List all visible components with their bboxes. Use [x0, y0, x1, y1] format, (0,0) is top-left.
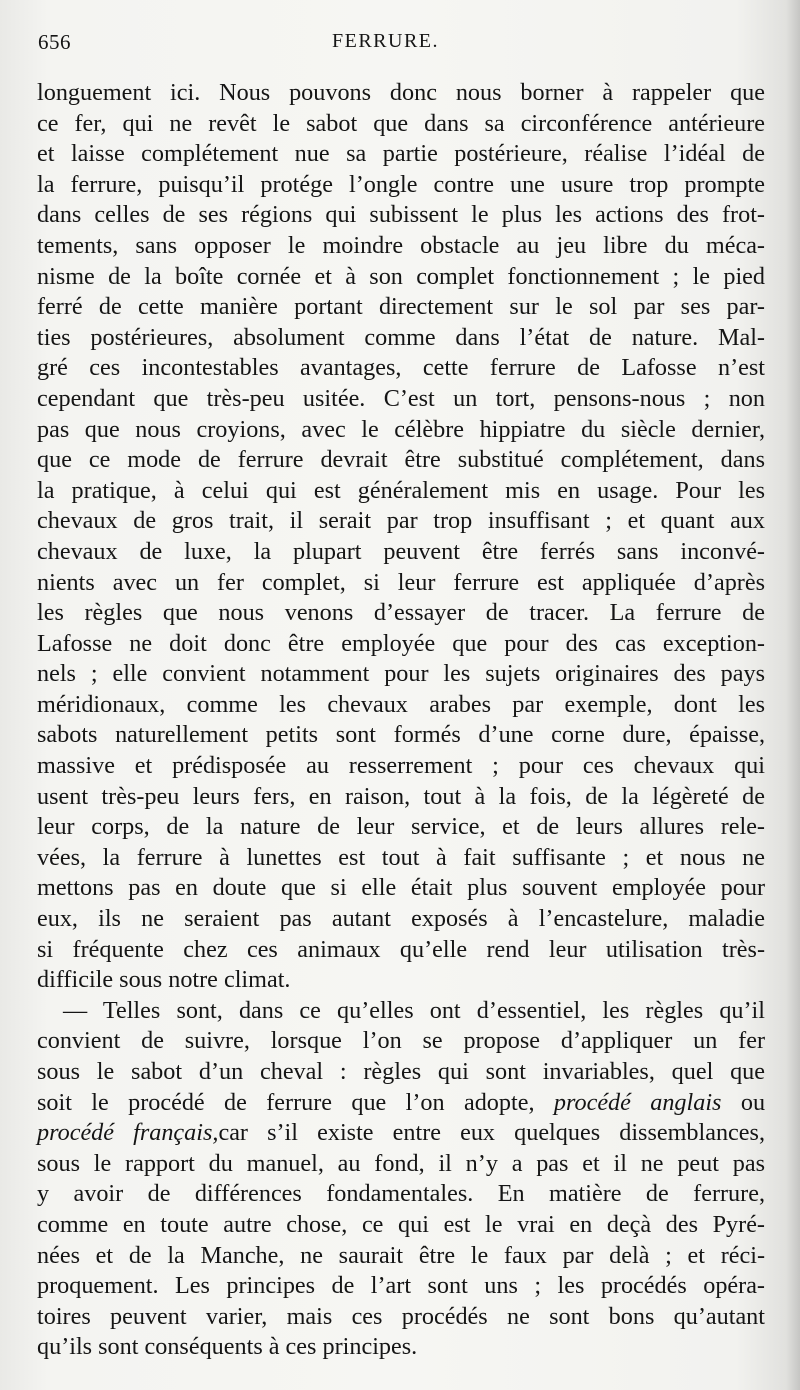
text-fragment: car s’il existe entre eux quelques dissemblances, [218, 1119, 765, 1147]
text-line: mettons pas en doute que si elle était plus souvent employée pour [37, 874, 765, 902]
text-line: et laisse complétement nue sa partie postérieure, réalise l’idéal de [37, 140, 765, 168]
text-line: convient de suivre, lorsque l’on se propose d’appliquer un fer [37, 1027, 765, 1055]
running-title: FERRURE. [332, 30, 440, 52]
text-line: proquement. Les principes de l’art sont uns ; les procédés opéra- [37, 1272, 765, 1300]
page-header [38, 30, 753, 60]
text-line: méridionaux, comme les chevaux arabes par exemple, dont les [37, 690, 765, 718]
text-line: toires peuvent varier, mais ces procédés ne sont bons qu’autant [37, 1302, 765, 1330]
text-line: chevaux de luxe, la plupart peuvent être ferrés sans inconvé- [37, 537, 765, 565]
text-line: cependant que très-peu usitée. C’est un tort, pensons-nous ; non [37, 384, 765, 412]
text-line: eux, ils ne seraient pas autant exposés à l’encastelure, maladie [37, 905, 765, 933]
text-line: si fréquente chez ces animaux qu’elle rend leur utilisation très- [37, 935, 765, 963]
text-line: vées, la ferrure à lunettes est tout à fait suffisante ; et nous ne [37, 843, 765, 871]
text-line: nisme de la boîte cornée et à son complet fonctionnement ; le pied [37, 262, 765, 290]
text-line: nels ; elle convient notamment pour les sujets originaires des pays [37, 660, 765, 688]
page-number: 656 [38, 30, 71, 54]
text-line: longuement ici. Nous pouvons donc nous borner à rappeler que [37, 79, 765, 106]
text-line: gré ces incontestables avantages, cette ferrure de Lafosse n’est [37, 354, 765, 382]
text-line: ties postérieures, absolument comme dans l’état de nature. Mal- [37, 323, 765, 351]
body-text [37, 78, 765, 1363]
page-edge-shadow [786, 0, 800, 1390]
text-line: pas que nous croyions, avec le célèbre hippiatre du siècle dernier, [37, 415, 765, 443]
text-line: dans celles de ses régions qui subissent le plus les actions des frot- [37, 201, 765, 229]
paragraph-end-line: difficile sous notre climat. [37, 966, 291, 994]
text-line: nients avec un fer complet, si leur ferrure est appliquée d’après [37, 568, 765, 596]
text-line: que ce mode de ferrure devrait être substitué complétement, dans [37, 446, 765, 474]
text-line: sous le sabot d’un cheval : règles qui sont invariables, quel que [37, 1058, 765, 1085]
text-fragment: ou [740, 1088, 766, 1116]
text-line: ce fer, qui ne revêt le sabot que dans sa circonférence antérieure [37, 109, 765, 137]
text-line: massive et prédisposée au resserrement ; pour ces chevaux qui [37, 752, 765, 780]
text-line: la ferrure, puisqu’il protége l’ongle contre une usure trop prompte [37, 170, 765, 198]
text-line: sabots naturellement petits sont formés d’une corne dure, épaisse, [37, 721, 765, 749]
paragraph-end-line: qu’ils sont conséquents à ces principes. [37, 1333, 418, 1361]
italic-term: procédé français, [37, 1119, 219, 1147]
text-line: tements, sans opposer le moindre obstacle au jeu libre du méca- [37, 231, 765, 259]
text-fragment: soit le procédé de ferrure que l’on adopte, [37, 1088, 535, 1116]
text-line: les règles que nous venons d’essayer de tracer. La ferrure de [37, 599, 765, 627]
italic-term: procédé anglais [553, 1088, 722, 1116]
text-line: Lafosse ne doit donc être employée que pour des cas exception- [37, 629, 765, 657]
text-line: sous le rapport du manuel, au fond, il n’y a pas et il ne peut pas [37, 1149, 765, 1177]
text-line [37, 1118, 765, 1149]
text-line: — Telles sont, dans ce qu’elles ont d’essentiel, les règles qu’il [63, 996, 765, 1024]
text-line: usent très-peu leurs fers, en raison, tout à la fois, de la légèreté de [37, 782, 765, 810]
text-line: ferré de cette manière portant directement sur le sol par ses par- [37, 293, 765, 321]
text-line: chevaux de gros trait, il serait par trop insuffisant ; et quant aux [37, 507, 765, 535]
text-line: y avoir de différences fondamentales. En matière de ferrure, [37, 1180, 765, 1208]
text-line: leur corps, de la nature de leur service, et de leurs allures rele- [37, 813, 765, 841]
text-line: nées et de la Manche, ne saurait être le faux par delà ; et réci- [37, 1241, 765, 1269]
text-line [37, 1088, 765, 1119]
text-line: comme en toute autre chose, ce qui est le vrai en deçà des Pyré- [37, 1210, 765, 1238]
text-line: la pratique, à celui qui est généralement mis en usage. Pour les [37, 476, 765, 504]
